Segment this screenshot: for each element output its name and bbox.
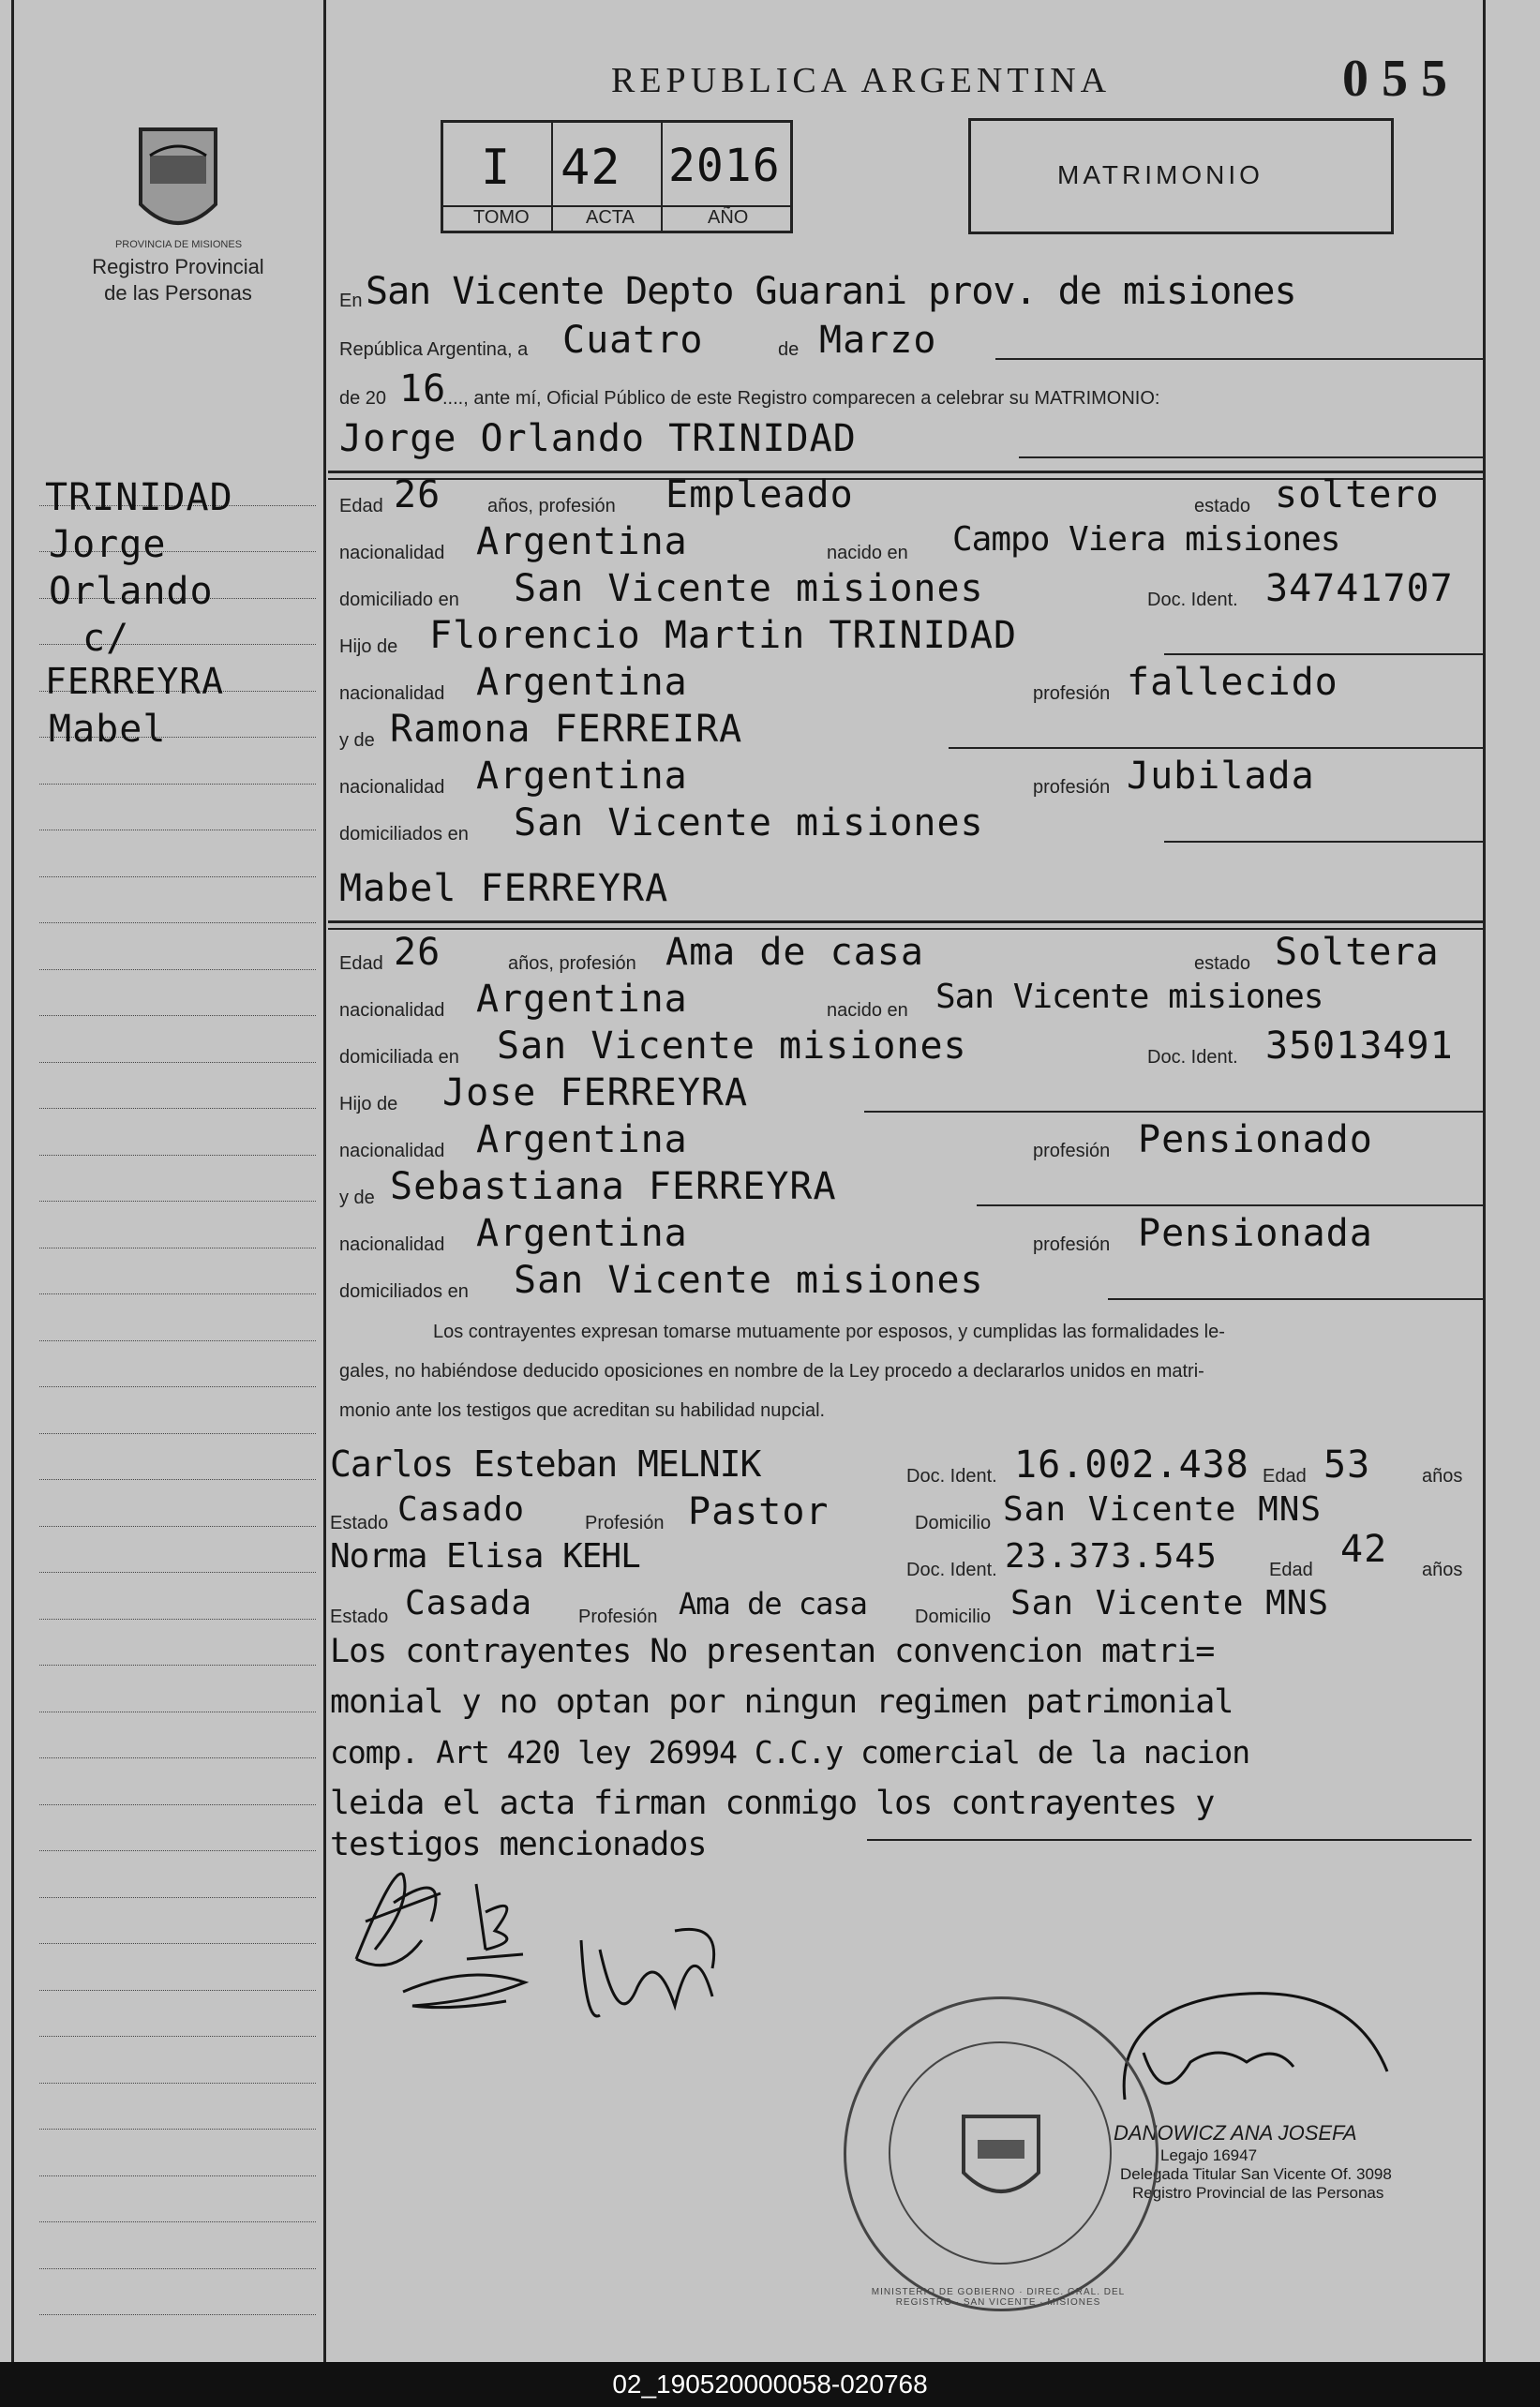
profesion-label: años, profesión <box>508 953 636 974</box>
witness1-domicile[interactable]: San Vicente MNS <box>1003 1490 1323 1529</box>
bride-mother[interactable]: Sebastiana FERREYRA <box>390 1165 837 1208</box>
bride-mother-profession[interactable]: Pensionada <box>1138 1212 1373 1255</box>
nacionalidad-label: nacionalidad <box>339 777 445 798</box>
groom-father-row <box>339 614 1473 661</box>
witness2-domicile[interactable]: San Vicente MNS <box>1010 1584 1330 1622</box>
estado-label: Estado <box>330 1607 389 1627</box>
groom-mother-nat-row <box>339 755 1473 801</box>
seal-emblem-icon <box>945 2098 1057 2210</box>
day-value[interactable]: Cuatro <box>562 319 704 362</box>
tomo-value: I <box>481 140 512 196</box>
year-prefix: de 20 <box>339 388 387 409</box>
domiciliado-label: domiciliado en <box>339 590 459 610</box>
de-label: de <box>778 339 800 360</box>
logo-text: PROVINCIA DE MISIONES <box>114 239 243 250</box>
domicilio-label: Domicilio <box>915 1513 992 1533</box>
estado-label: estado <box>1194 953 1251 974</box>
bride-father-nationality[interactable]: Argentina <box>476 1118 688 1161</box>
year-value[interactable]: 16 <box>399 367 447 411</box>
appear-text: ...., ante mí, Oficial Público de este Registro comparecen a celebrar su MATRIMONIO: <box>442 388 1160 409</box>
official-seal-stamp <box>844 1996 1159 2311</box>
left-border-line <box>11 0 14 2362</box>
estado-label: estado <box>1194 496 1251 516</box>
witness1-row <box>330 1443 1473 1490</box>
bride-estado[interactable]: Soltera <box>1275 931 1440 974</box>
bride-father-nat-row <box>339 1118 1473 1165</box>
place-value[interactable]: San Vicente Depto Guarani prov. de misiones <box>366 270 1296 313</box>
witness2-estado[interactable]: Casada <box>405 1584 533 1622</box>
bride-birthplace[interactable]: San Vicente misiones <box>935 978 1323 1016</box>
seal-text: MINISTERIO DE GOBIERNO · DIREC. GRAL. DEL REGISTRO · SAN VICENTE · MISIONES <box>871 2287 1126 2308</box>
witness1-details-row <box>330 1490 1473 1537</box>
witness1-doc[interactable]: 16.002.438 <box>1014 1443 1249 1487</box>
note-line[interactable]: monial y no optan por ningun regimen patrimonial <box>330 1683 1233 1721</box>
intro-place-row <box>339 270 1473 317</box>
margin-note-line: FERREYRA <box>45 661 225 702</box>
groom-estado[interactable]: soltero <box>1275 473 1440 516</box>
nacido-label: nacido en <box>827 1000 908 1021</box>
signature-bride-icon <box>457 1875 532 1968</box>
anos-label: años <box>1422 1560 1463 1580</box>
official-legajo: Legajo 16947 <box>1160 2146 1258 2164</box>
nacionalidad-label: nacionalidad <box>339 1141 445 1161</box>
bride-profession[interactable]: Ama de casa <box>665 931 924 974</box>
bride-name-row <box>339 867 1473 914</box>
groom-age-row <box>339 473 1473 520</box>
witness2-profession[interactable]: Ama de casa <box>679 1586 867 1622</box>
note-line[interactable]: comp. Art 420 ley 26994 C.C.y comercial de la nacion <box>330 1734 1250 1771</box>
groom-father-nationality[interactable]: Argentina <box>476 661 688 704</box>
page-number: 0 5 5 <box>1342 50 1447 108</box>
anio-value: 2016 <box>668 140 781 192</box>
edad-label: Edad <box>339 496 383 516</box>
official-name: DANOWICZ ANA JOSEFA <box>1114 2121 1357 2145</box>
intro-year-row <box>339 367 1473 414</box>
estado-label: Estado <box>330 1513 389 1533</box>
groom-profession[interactable]: Empleado <box>665 473 854 516</box>
declaration-line: gales, no habiéndose deducido oposiciones en nombre de la Ley procedo a declararlos unidos en matri- <box>339 1361 1204 1382</box>
republica-label: República Argentina, a <box>339 339 529 360</box>
hijo-label: Hijo de <box>339 1094 398 1114</box>
acta-label: ACTA <box>586 207 635 228</box>
profesion-label: profesión <box>1033 683 1111 704</box>
witness1-profession[interactable]: Pastor <box>688 1490 830 1533</box>
month-value[interactable]: Marzo <box>819 319 937 362</box>
edad-label: Edad <box>1263 1466 1307 1487</box>
witness2-doc[interactable]: 23.373.545 <box>1005 1537 1218 1576</box>
declaration-line: monio ante los testigos que acreditan su habilidad nupcial. <box>339 1400 826 1421</box>
groom-parents-domicile[interactable]: San Vicente misiones <box>514 801 984 845</box>
bride-doc[interactable]: 35013491 <box>1265 1024 1454 1068</box>
note-line[interactable]: Los contrayentes No presentan convencion matri= <box>330 1633 1215 1670</box>
groom-mother-nationality[interactable]: Argentina <box>476 755 688 798</box>
nacionalidad-label: nacionalidad <box>339 543 445 563</box>
bride-father[interactable]: Jose FERREYRA <box>442 1071 749 1114</box>
profesion-label: profesión <box>1033 1141 1111 1161</box>
groom-father-profession[interactable]: fallecido <box>1127 661 1338 704</box>
witness1-estado[interactable]: Casado <box>397 1490 526 1529</box>
margin-note-line: Mabel <box>49 708 167 751</box>
bride-domicile[interactable]: San Vicente misiones <box>497 1024 967 1068</box>
yde-label: y de <box>339 730 375 751</box>
signature-witness2-icon <box>394 1964 534 2020</box>
bride-separator <box>328 928 1483 930</box>
witness1-name[interactable]: Carlos Esteban MELNIK <box>330 1443 761 1485</box>
margin-note-line: Orlando <box>49 570 214 613</box>
signature-witness1-icon <box>572 1912 731 2043</box>
nacionalidad-label: nacionalidad <box>339 683 445 704</box>
margin-divider-line <box>323 0 326 2362</box>
intro-date-row <box>339 319 1473 366</box>
right-border-line <box>1483 0 1486 2362</box>
groom-age[interactable]: 26 <box>394 473 441 516</box>
edad-label: Edad <box>339 953 383 974</box>
profesion-label: Profesión <box>578 1607 658 1627</box>
groom-doc[interactable]: 34741707 <box>1265 567 1454 610</box>
official-role: Delegada Titular San Vicente Of. 3098 <box>1120 2165 1392 2183</box>
groom-name[interactable]: Jorge Orlando TRINIDAD <box>339 417 857 460</box>
bride-separator <box>328 920 1483 923</box>
margin-note-line: TRINIDAD <box>45 476 233 519</box>
bride-domicile-row <box>339 1024 1473 1071</box>
note-line[interactable]: leida el acta firman conmigo los contrayentes y <box>330 1785 1215 1822</box>
notes-end-line <box>867 1839 1472 1841</box>
witness2-age[interactable]: 42 <box>1340 1528 1388 1571</box>
witness2-details-row <box>330 1584 1473 1631</box>
profesion-label: profesión <box>1033 1234 1111 1255</box>
domiciliada-label: domiciliada en <box>339 1047 459 1068</box>
groom-father-nat-row <box>339 661 1473 708</box>
misiones-emblem-icon <box>122 111 234 242</box>
witness2-name[interactable]: Norma Elisa KEHL <box>330 1537 640 1576</box>
domiciliados-label: domiciliados en <box>339 824 469 845</box>
profesion-label: Profesión <box>585 1513 665 1533</box>
groom-domicile[interactable]: San Vicente misiones <box>514 567 984 610</box>
bride-name[interactable]: Mabel FERREYRA <box>339 867 669 910</box>
bride-father-profession[interactable]: Pensionado <box>1138 1118 1373 1161</box>
acta-value: 42 <box>561 140 621 196</box>
domicilio-label: Domicilio <box>915 1607 992 1627</box>
bride-father-row <box>339 1071 1473 1118</box>
witness1-age[interactable]: 53 <box>1323 1443 1371 1487</box>
groom-mother-profession[interactable]: Jubilada <box>1127 755 1315 798</box>
act-type-box <box>968 118 1394 234</box>
witness2-row <box>330 1528 1473 1584</box>
domiciliados-label: domiciliados en <box>339 1281 469 1302</box>
bride-nationality[interactable]: Argentina <box>476 978 688 1021</box>
bride-age-row <box>339 931 1473 978</box>
groom-mother-row <box>339 708 1473 755</box>
signature-official-icon <box>1106 1978 1406 2118</box>
doc-label: Doc. Ident. <box>1147 1047 1238 1068</box>
groom-parents-dom-row <box>339 801 1473 848</box>
profesion-label: años, profesión <box>487 496 616 516</box>
groom-mother[interactable]: Ramona FERREIRA <box>390 708 743 751</box>
margin-note-line: c/ <box>82 617 130 660</box>
doc-label: Doc. Ident. <box>906 1466 997 1487</box>
doc-label: Doc. Ident. <box>1147 590 1238 610</box>
nacido-label: nacido en <box>827 543 908 563</box>
groom-birthplace[interactable]: Campo Viera misiones <box>952 520 1340 559</box>
declaration-line: Los contrayentes expresan tomarse mutuamente por esposos, y cumplidas las formalidades le- <box>433 1322 1225 1342</box>
groom-domicile-row <box>339 567 1473 614</box>
document-code-footer: 02_190520000058-020768 <box>0 2362 1540 2407</box>
registry-name-line2: de las Personas <box>104 281 252 305</box>
bride-age[interactable]: 26 <box>394 931 441 974</box>
doc-label: Doc. Ident. <box>906 1560 997 1580</box>
hijo-label: Hijo de <box>339 636 398 657</box>
bride-mother-nat-row <box>339 1212 1473 1259</box>
note-line[interactable]: testigos mencionados <box>330 1826 707 1863</box>
nacionalidad-label: nacionalidad <box>339 1000 445 1021</box>
bride-mother-row <box>339 1165 1473 1212</box>
country-title: REPUBLICA ARGENTINA <box>611 61 1112 100</box>
official-registry: Registro Provincial de las Personas <box>1132 2184 1384 2202</box>
edad-label: Edad <box>1269 1560 1313 1580</box>
groom-name-row <box>339 417 1473 464</box>
record-number-box <box>441 120 793 233</box>
bride-mother-nationality[interactable]: Argentina <box>476 1212 688 1255</box>
groom-nationality-row <box>339 520 1473 567</box>
groom-nationality[interactable]: Argentina <box>476 520 688 563</box>
bride-parents-dom-row <box>339 1259 1473 1306</box>
nacionalidad-label: nacionalidad <box>339 1234 445 1255</box>
en-label: En <box>339 291 363 311</box>
tomo-label: TOMO <box>473 207 530 228</box>
anos-label: años <box>1422 1466 1463 1487</box>
bride-parents-domicile[interactable]: San Vicente misiones <box>514 1259 984 1302</box>
registry-name-line1: Registro Provincial <box>92 255 264 278</box>
anio-label: AÑO <box>708 207 749 228</box>
act-type-label: MATRIMONIO <box>1057 160 1263 189</box>
yde-label: y de <box>339 1188 375 1208</box>
margin-note-line: Jorge <box>49 523 167 566</box>
groom-father[interactable]: Florencio Martin TRINIDAD <box>429 614 1018 657</box>
bride-nationality-row <box>339 978 1473 1024</box>
profesion-label: profesión <box>1033 777 1111 798</box>
